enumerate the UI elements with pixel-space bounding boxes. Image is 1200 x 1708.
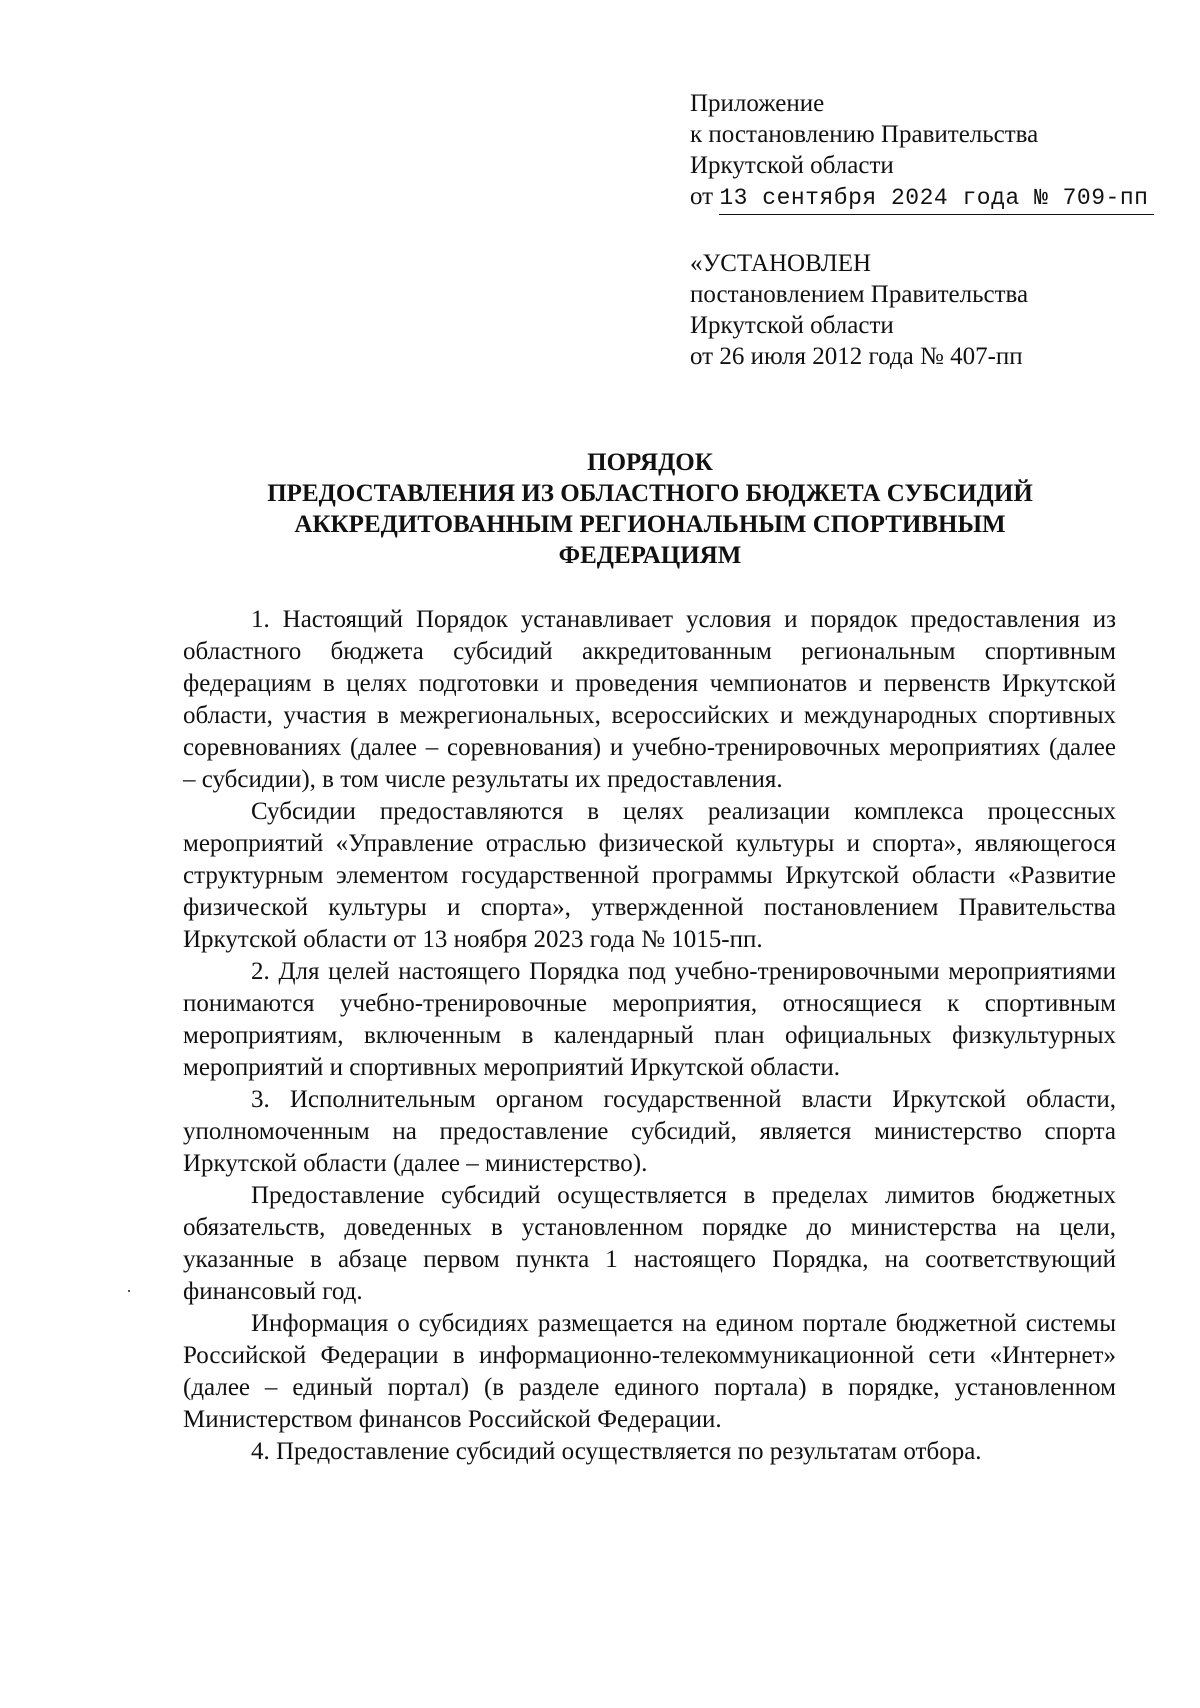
document-title: [130, 447, 1170, 571]
paragraph-4: 4. Предоставление субсидий осуществляется по результатам отбора.: [251, 1438, 982, 1465]
paragraph-1: 1. Настоящий Порядок устанавливает условия и порядок предоставления из областного бюджета субсидий аккредитованным региональным спортивным федерациям в целях подготовки и проведения чемпионатов и первенств Иркутской области, участия в межрегиональных, всероссийских и международных спортивных соревнованиях (далее – соревнования) и учебно-тренировочных мероприятиях (далее – субсидии), в том числе результаты их предоставления.: [183, 606, 1116, 793]
appendix-line: Приложение: [690, 90, 825, 117]
title-line: ФЕДЕРАЦИЯМ: [558, 542, 742, 569]
paragraph-1-goal: Субсидии предоставляются в целях реализации комплекса процессных мероприятий «Управление отраслью физической культуры и спорта», являющегося структурным элементом государственной программы Иркутской области «Развитие физической культуры и спорта», утвержденной постановлением Правительства Иркутской области от 13 ноября 2023 года № 1015-пп.: [183, 798, 1116, 953]
appendix-block: [690, 88, 1154, 215]
appendix-line: Иркутской области: [690, 152, 894, 179]
established-line: постановлением Правительства: [690, 281, 1029, 308]
scan-speck: [128, 1290, 130, 1292]
established-line: «УСТАНОВЛЕН: [690, 250, 872, 277]
paragraph-3: 3. Исполнительным органом государственной власти Иркутской области, уполномоченным на предоставление субсидий, является министерство спорта Иркутской области (далее – министерство).: [183, 1086, 1116, 1177]
established-line: Иркутской области: [690, 312, 894, 339]
appendix-date-line: [690, 181, 1154, 215]
paragraph-3-limits: Предоставление субсидий осуществляется в пределах лимитов бюджетных обязательств, доведенных в установленном порядке до министерства на цели, указанные в абзаце первом пункта 1 настоящего Порядка, на соответствующий финансовый год.: [183, 1182, 1116, 1305]
document-body: [183, 604, 1116, 1468]
established-line: от 26 июля 2012 года № 407-пп: [690, 343, 1023, 370]
title-line: ПОРЯДОК: [587, 449, 713, 476]
appendix-line: к постановлению Правительства: [690, 121, 1039, 148]
established-block: [690, 248, 1028, 372]
appendix-date-prefix: от: [690, 183, 714, 210]
title-line: АККРЕДИТОВАННЫМ РЕГИОНАЛЬНЫМ СПОРТИВНЫМ: [294, 511, 1006, 538]
paragraph-3-info: Информация о субсидиях размещается на едином портале бюджетной системы Российской Федерации в информационно-телекоммуникационной сети «Интернет» (далее – единый портал) (в разделе единого портала) в порядке, установленном Министерством финансов Российской Федерации.: [183, 1310, 1116, 1433]
paragraph-2: 2. Для целей настоящего Порядка под учебно-тренировочными мероприятиями понимаются учебно-тренировочные мероприятия, относящиеся к спортивным мероприятиям, включенным в календарный план официальных физкультурных мероприятий и спортивных мероприятий Иркутской области.: [183, 958, 1116, 1081]
appendix-date-value: 13 сентября 2024 года № 709-пп: [719, 183, 1154, 215]
title-line: ПРЕДОСТАВЛЕНИЯ ИЗ ОБЛАСТНОГО БЮДЖЕТА СУБСИДИЙ: [267, 480, 1033, 507]
